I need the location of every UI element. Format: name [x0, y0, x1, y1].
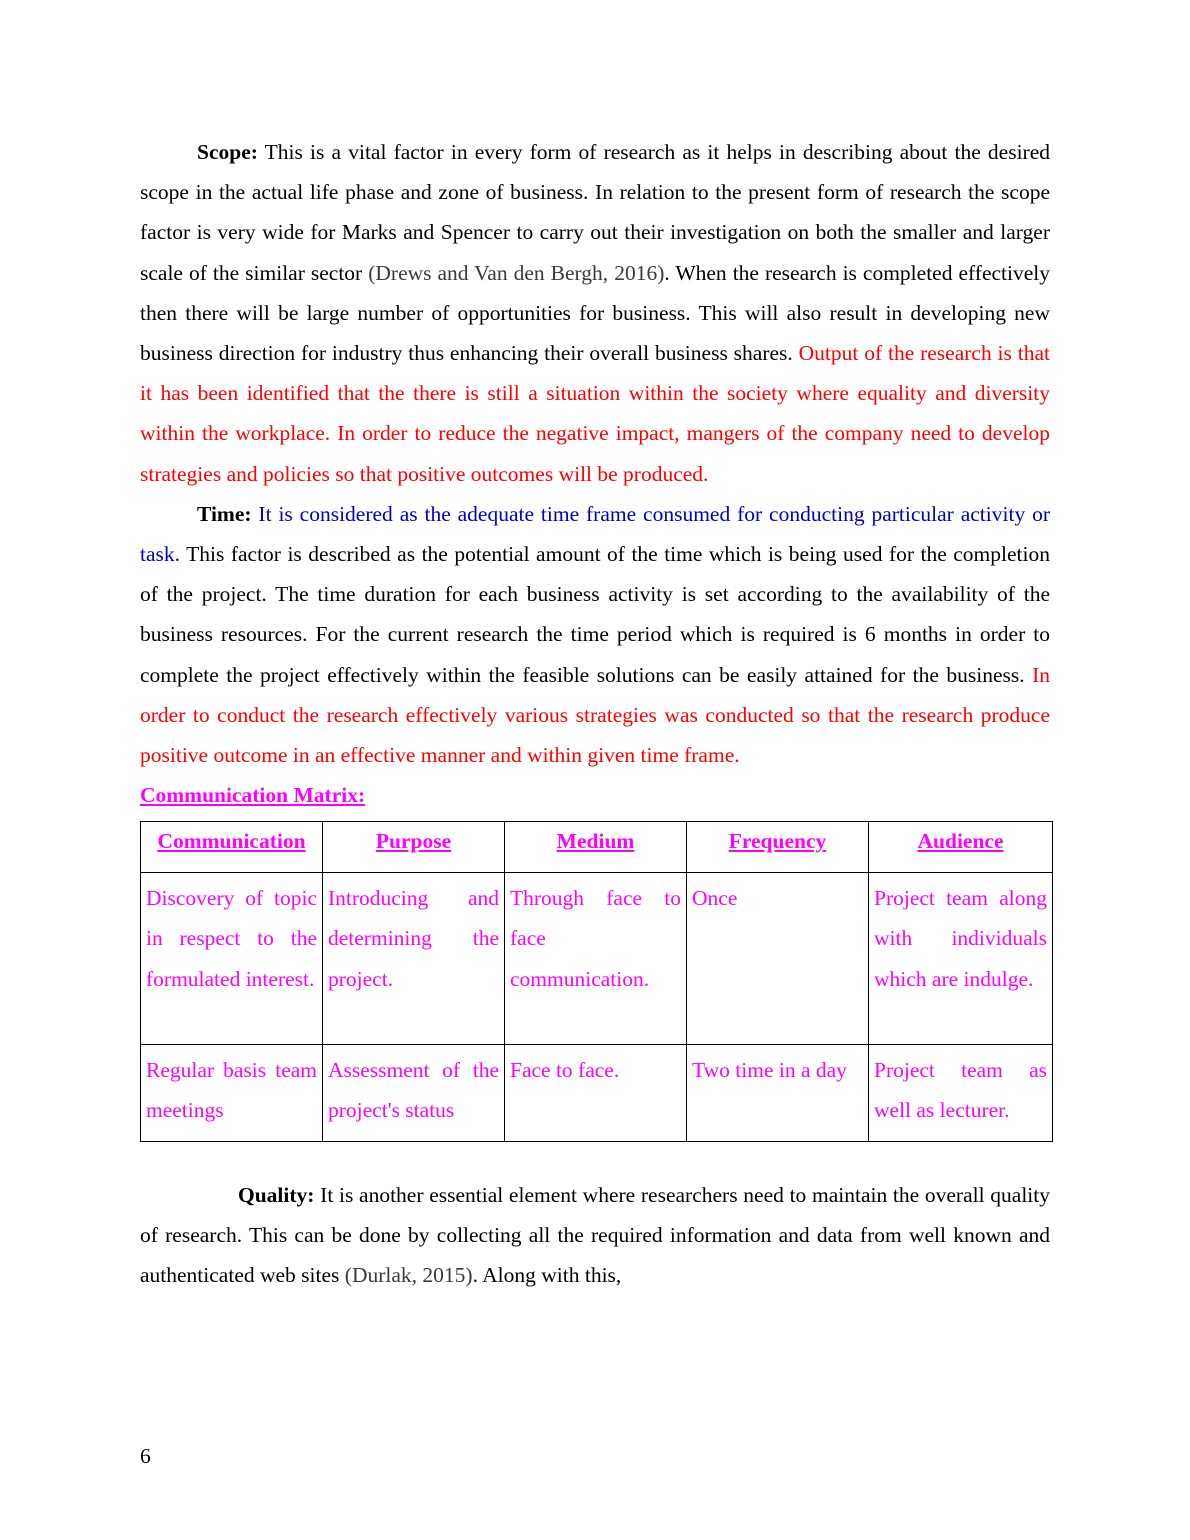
- time-red-text: In order to conduct the research effectively various strategies was conducted so that the research produce positive outcome in an effective manner and within given time frame.: [140, 662, 1050, 768]
- table-cell: Project team along with individuals which are indulge.: [869, 873, 1053, 1045]
- table-cell: Regular basis team meetings: [141, 1045, 323, 1141]
- header-purpose: Purpose: [323, 822, 505, 873]
- scope-text-1: This is a vital factor in every form of research as it helps in describing about the desired scope in the actual life phase and zone of business. In relation to the present form of research the scope factor is very wide for Marks and Spencer to carry out their investigation on both the smaller and larger scale of the similar sector: [140, 140, 1050, 285]
- table-cell: Through face to face communication.: [505, 873, 687, 1045]
- table-header-row: [141, 822, 1053, 873]
- table-cell: Assessment of the project's status: [323, 1045, 505, 1141]
- scope-heading: Scope:: [197, 140, 258, 164]
- scope-text-2: . When the research is completed effectively then there will be large number of opportunities for business. This will also result in developing new business direction for industry thus enhancing their overall business shares.: [140, 260, 1050, 366]
- scope-paragraph: [140, 132, 1050, 494]
- table-cell: Two time in a day: [687, 1045, 869, 1141]
- table-cell: Introducing and determining the project.: [323, 873, 505, 1045]
- table-row: [141, 873, 1053, 1045]
- table-cell: Once: [687, 873, 869, 1045]
- scope-citation: (Drews and Van den Bergh, 2016): [368, 260, 665, 285]
- page-number: 6: [140, 1444, 151, 1468]
- quality-paragraph: [140, 1175, 1050, 1296]
- header-medium: Medium: [505, 822, 687, 873]
- quality-text-2: . Along with this,: [472, 1263, 622, 1288]
- time-text: This factor is described as the potential amount of the time which is being used for the completion of the project. The time duration for each business activity is set according to the availability of the business resources. For the current research the time period which is required is 6 months in order to complete the project effectively within the feasible solutions can be easily attained for the business.: [140, 542, 1050, 687]
- document-body: [140, 132, 1050, 1295]
- time-heading: Time:: [197, 501, 252, 526]
- table-cell: Face to face.: [505, 1045, 687, 1141]
- communication-matrix-table: [140, 821, 1053, 1141]
- time-blue-text: It is considered as the adequate time frame consumed for conducting particular activity or task.: [140, 501, 1050, 567]
- table-cell: Discovery of topic in respect to the formulated interest.: [141, 873, 323, 1045]
- quality-citation: (Durlak, 2015): [344, 1263, 473, 1288]
- quality-text-1: It is another essential element where researchers need to maintain the overall quality of research. This can be done by collecting all the required information and data from well known and authenticated web sites: [140, 1182, 1050, 1288]
- header-communication: Communication: [141, 822, 323, 873]
- header-frequency: Frequency: [687, 822, 869, 873]
- table-row: [141, 1045, 1053, 1141]
- time-paragraph: [140, 494, 1050, 775]
- scope-red-text: Output of the research is that it has been identified that the there is still a situation within the society where equality and diversity within the workplace. In order to reduce the negative impact, mangers of the company need to develop strategies and policies so that positive outcomes will be produced.: [140, 341, 1050, 486]
- table-cell: Project team as well as lecturer.: [869, 1045, 1053, 1141]
- quality-heading: Quality:: [238, 1182, 315, 1207]
- header-audience: Audience: [869, 822, 1053, 873]
- communication-matrix-title: Communication Matrix:: [140, 783, 366, 808]
